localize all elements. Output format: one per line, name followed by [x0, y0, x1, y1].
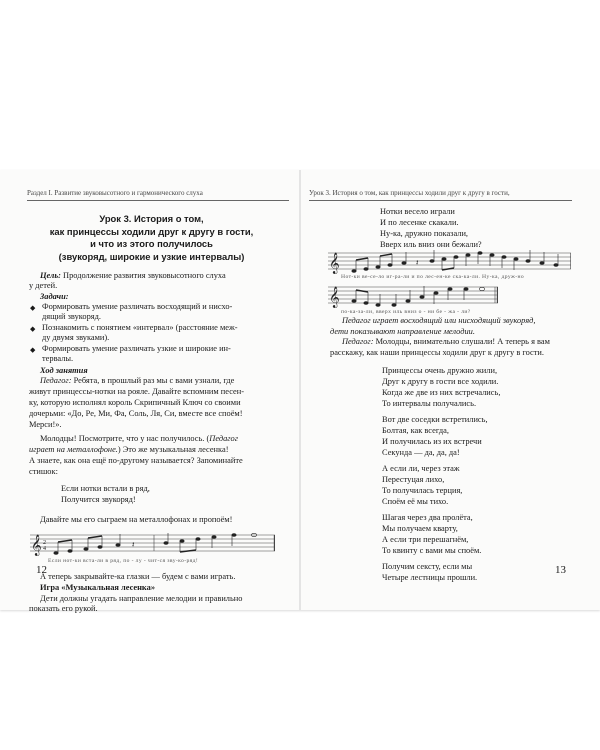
poem-line: Нотки весело играли — [380, 207, 455, 216]
music-staff-left — [30, 533, 275, 557]
para-text: Ребята, в прошлый раз мы с вами узнали, где — [71, 376, 235, 385]
teacher-label: Педагог: — [40, 376, 72, 385]
poem-line: Принцессы очень дружно жили, — [382, 366, 498, 375]
poem-line: Перестуцая лихо, — [382, 475, 445, 484]
poem-line: А если три перешагнём, — [382, 535, 469, 544]
left-running-header: Раздел I. Развитие звуковысотного и гармонического слуха — [27, 189, 203, 197]
left-page — [0, 170, 299, 613]
poem-line: Споём её мы тихо. — [382, 497, 449, 506]
goal-text: Продолжение развития звуковысотного слуха — [60, 271, 226, 280]
page-number-right: 13 — [555, 564, 566, 576]
bullet-icon: ◆ — [30, 304, 36, 312]
para-text: дочерьми: «До, Ре, Ми, Фа, Соль, Ля, Си, вместе все споём! — [29, 409, 243, 418]
lesson-title-line: (звукоряд, широкие и узкие интервалы) — [58, 250, 245, 262]
poem-line: Друг к другу в гости все ходили. — [382, 377, 499, 386]
right-running-header: Урок 3. История о том, как принцессы ходили друг к другу в гости, — [309, 189, 510, 197]
page-number-left: 12 — [36, 564, 47, 576]
task-item: Познакомить с понятием «интервал» (расстояние меж- — [42, 323, 238, 332]
para-text: стишок: — [29, 467, 58, 476]
para-italic: Педагог — [209, 434, 238, 443]
lesson-title-line: и что из этого получилось — [90, 238, 213, 249]
poem-line: И по лесенке скакали. — [380, 218, 459, 227]
game-text: Дети должны угадать направление мелодии и правильно — [40, 594, 243, 603]
poem-line: А если ли, через этаж — [382, 464, 460, 473]
svg-text:𝄽: 𝄽 — [132, 540, 135, 549]
verse-line: Получится звукоряд! — [61, 495, 136, 504]
poem-line: Болтая, как всегда, — [382, 426, 449, 435]
goal-text: у детей. — [29, 281, 58, 290]
music-staff-right-2 — [328, 284, 498, 308]
svg-text:2: 2 — [43, 540, 46, 546]
para-text: Молодцы, внимательно слушали! А теперь я вам — [373, 337, 550, 346]
staff-lyrics: Нот-ки ве-се-ло иг-ра-ли и по лес-ен-ке ска-ка-ли. Ну-ка, друж-но — [341, 274, 525, 280]
para1-first-line — [40, 376, 234, 387]
music-staff-right-1 — [328, 250, 571, 274]
svg-text:4: 4 — [43, 546, 46, 552]
staff-lyrics: по-ка-за-ли, вверх иль вниз о - ни бе - жа - ли? — [341, 309, 471, 315]
course-label: Ход занятия — [40, 366, 88, 375]
bullet-icon: ◆ — [30, 325, 36, 333]
game-text: показать его рукой. — [29, 604, 98, 613]
task-item: Формировать умение различать узкие и широкие ин- — [42, 344, 231, 353]
poem-line: То квинту с вами мы споём. — [382, 546, 482, 555]
para-text: ку, которую исполнял король Скрипичный Ключ со своими — [29, 398, 241, 407]
poem-line: Шагая через два пролёта, — [382, 513, 473, 522]
para2-first-line — [40, 434, 238, 445]
para-text: Мерси!». — [29, 420, 62, 429]
instruction-line: Педагог играет восходящий или нисходящий звукоряд, — [342, 316, 536, 325]
game-label: Игра «Музыкальная лесенка» — [40, 583, 156, 592]
svg-text:𝄞: 𝄞 — [329, 253, 340, 274]
right-header-rule — [309, 200, 572, 201]
task-item: ду двумя звуками). — [42, 333, 110, 342]
right-para-first-line — [342, 337, 550, 348]
book-gutter — [299, 170, 301, 610]
para-text: Молодцы! Посмотрите, что у нас получилось. ( — [40, 434, 210, 443]
instruction-line: дети показывают направление мелодии. — [330, 327, 475, 336]
task-item: тервалы. — [42, 354, 74, 363]
right-page — [301, 170, 600, 610]
close-eyes-line: А теперь закрывайте-ка глазки — будем с вами играть. — [40, 572, 236, 581]
poem-line: Вот две соседки встретились, — [382, 415, 488, 424]
poem-line: Получим сексту, если мы — [382, 562, 473, 571]
poem-line: И получилась из их встречи — [382, 437, 482, 446]
goal-label: Цель: — [40, 271, 61, 280]
para-text: А знаете, как она ещё по-другому называется? Запоминайте — [29, 456, 243, 465]
para-text: ) Это же музыкальная лесенка! — [117, 445, 229, 454]
bullet-icon: ◆ — [30, 346, 36, 354]
poem-line: Вверх иль вниз они бежали? — [380, 240, 482, 249]
para-text: расскажу, как наши принцессы ходили друг к другу в гости. — [330, 348, 544, 357]
tasks-label: Задачи: — [40, 292, 69, 301]
lesson-title-line: как принцессы ходили друг к другу в гости, — [49, 225, 254, 237]
task-item: Формировать умение различать восходящий и нисхо- — [42, 302, 233, 311]
task-item: дящий звукоряд. — [42, 312, 102, 321]
left-header-rule — [27, 200, 289, 201]
teacher-label: Педагог: — [342, 337, 374, 346]
poem-line: Когда же две из них встречались, — [382, 388, 501, 397]
poem-line: Ну-ка, дружно показали, — [380, 229, 469, 238]
verse-line: Если нотки встали в ряд, — [61, 484, 150, 493]
para2-second-line — [29, 445, 229, 456]
svg-text:𝄽: 𝄽 — [416, 258, 419, 267]
poem-line: Секунда — да, да, да! — [382, 448, 460, 457]
poem-line: Мы получаем кварту, — [382, 524, 458, 533]
play-line: Давайте мы его сыграем на металлофонах и пропоём! — [40, 515, 233, 524]
para-italic: играет на металлофоне. — [29, 445, 118, 454]
svg-text:𝄞: 𝄞 — [329, 287, 340, 308]
svg-text:𝄞: 𝄞 — [31, 535, 42, 556]
staff-lyrics: Если нот-ки вста-ли в ряд, по - лу - чит-ся зву-ко-ряд! — [48, 558, 199, 564]
poem-line: То интервалы получались. — [382, 399, 477, 408]
poem-line: Четыре лестницы прошли. — [382, 573, 478, 582]
para-text: живут принцессы-нотки на рояле. Давайте вспомним песен- — [29, 387, 245, 396]
lesson-title-line: Урок 3. История о том, — [99, 213, 204, 224]
poem-line: То получилась терция, — [382, 486, 463, 495]
goal-line — [40, 271, 226, 282]
lesson-title — [14, 213, 289, 263]
